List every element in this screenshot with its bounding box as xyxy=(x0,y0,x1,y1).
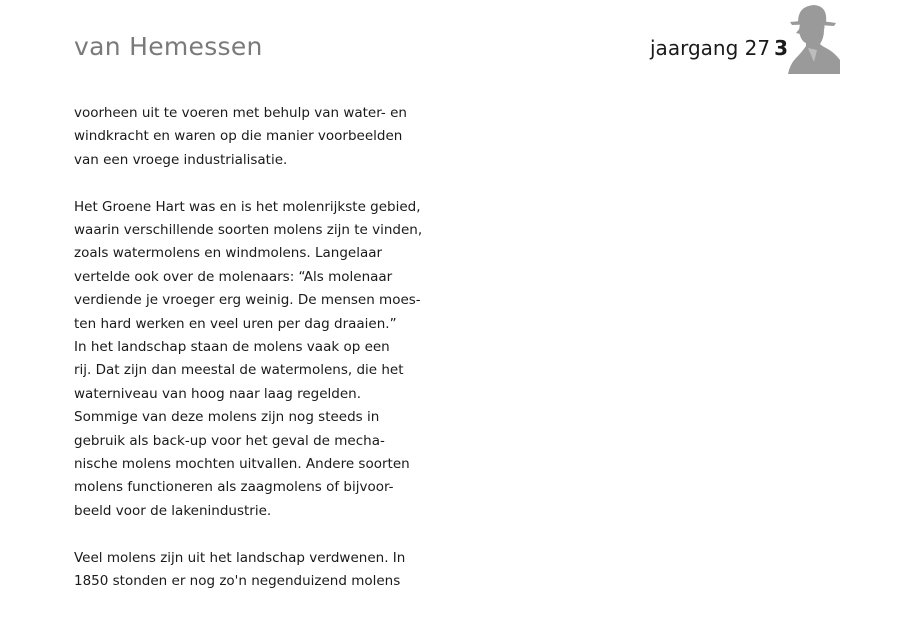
text-line: ten hard werken en veel uren per dag draaien.” xyxy=(74,315,397,332)
text-line: gebruik als back-up voor het geval de mecha- xyxy=(74,432,385,449)
issue-indicator xyxy=(650,36,788,60)
text-line: Het Groene Hart was en is het molenrijkste gebied, xyxy=(74,198,421,215)
text-line: verdiende je vroeger erg weinig. De mensen moes- xyxy=(74,292,421,309)
text-line: nische molens mochten uitvallen. Andere soorten xyxy=(74,456,410,473)
page-number: 3 xyxy=(774,36,788,60)
issue-label: jaargang 27 xyxy=(650,36,771,60)
text-line: Veel molens zijn uit het landschap verdwenen. In xyxy=(74,549,406,566)
text-line: waarin verschillende soorten molens zijn te vinden, xyxy=(74,222,423,239)
text-line: vertelde ook over de molenaars: “Als molenaar xyxy=(74,268,393,285)
text-line: molens functioneren als zaagmolens of bijvoor- xyxy=(74,479,394,496)
text-line: waterniveau van hoog naar laag regelden. xyxy=(74,385,362,402)
paragraph xyxy=(74,196,434,524)
paragraph xyxy=(74,102,434,172)
text-line: Sommige van deze molens zijn nog steeds in xyxy=(74,409,380,426)
text-line: van een vroege industrialisatie. xyxy=(74,151,288,168)
text-line: zoals watermolens en windmolens. Langelaar xyxy=(74,245,383,262)
text-line: beeld voor de lakenindustrie. xyxy=(74,502,272,519)
paragraph xyxy=(74,547,434,594)
article-body xyxy=(74,102,434,617)
text-line: 1850 stonden er nog zo'n negenduizend molens xyxy=(74,573,401,590)
header-title: van Hemessen xyxy=(74,32,263,61)
text-line: rij. Dat zijn dan meestal de watermolens, die het xyxy=(74,362,404,379)
text-line: voorheen uit te voeren met behulp van water- en xyxy=(74,105,407,121)
man-in-hat-silhouette-icon xyxy=(784,2,840,74)
text-line: windkracht en waren op die manier voorbeelden xyxy=(74,128,403,145)
text-line: In het landschap staan de molens vaak op een xyxy=(74,339,390,356)
